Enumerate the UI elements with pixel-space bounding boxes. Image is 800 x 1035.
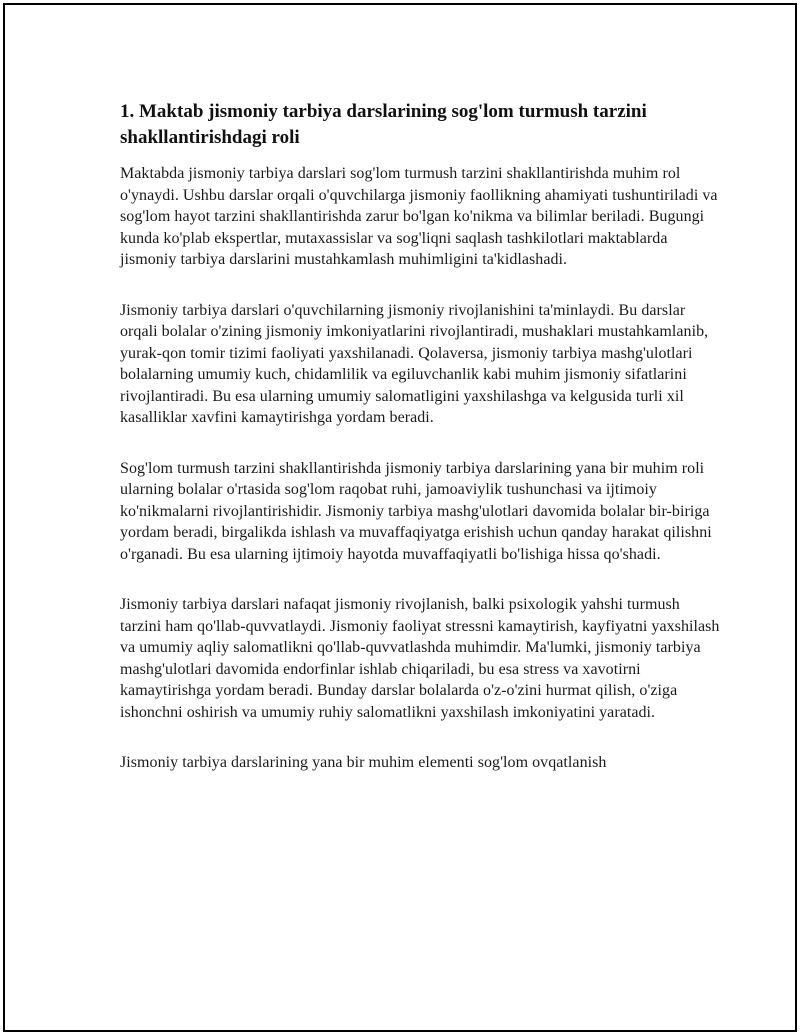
paragraph-2: Jismoniy tarbiya darslari o'quvchilarning jismoniy rivojlanishini ta'minlaydi. Bu darslar orqali bolalar o'zining jismoniy imkoniyatlarini rivojlantiradi, mushaklari mustahkamlanib, yurak-qon tomir tizimi faoliyati yaxshilanadi. Qolaversa, jismoniy tarbiya mashg'ulotlari bolalarning umumiy kuch, chidamlilik va egiluvchanlik kabi muhim jismoniy sifatlarini rivojlantiradi. Bu esa ularning umumiy salomatligini yaxshilashga va kelgusida turli xil kasalliklar xavfini kamaytirishga yordam beradi.: [120, 301, 709, 426]
paragraph-4: Jismoniy tarbiya darslari nafaqat jismoniy rivojlanish, balki psixologik yahshi turmush tarzini ham qo'llab-quvvatlaydi. Jismoniy faoliyat stressni kamaytirish, kayfiyatni yaxshilash va umumiy aqliy salomatlikni qo'llab-quvvatlashda muhimdir. Ma'lumki, jismoniy tarbiya mashg'ulotlari davomida endorfinlar ishlab chiqariladi, bu esa stress va xavotirni kamaytirishga yordam beradi. Bunday darslar bolalarda o'z-o'zini hurmat qilish, o'ziga ishonchni oshirish va umumiy ruhiy salomatlikni yaxshilash imkoniyatini yaratadi.: [120, 596, 720, 721]
paragraph-3: Sog'lom turmush tarzini shakllantirishda jismoniy tarbiya darslarining yana bir muhim roli ularning bolalar o'rtasida sog'lom raqobat ruhi, jamoaviylik tushunchasi va ijtimoiy ko'nikmalarni rivojlantirishidir. Jismoniy tarbiya mashg'ulotlari davomida bolalar bir-biriga yordam beradi, birgalikda ishlash va muvaffaqiyatga erishish uchun qanday harakat qilishni o'rganadi. Bu esa ularning ijtimoiy hayotda muvaffaqiyatli bo'lishiga hissa qo'shadi.: [120, 459, 712, 563]
section-heading: 1. Maktab jismoniy tarbiya darslarining sog'lom turmush tarzini shakllantirishdagi roli: [120, 101, 647, 148]
document-page: [3, 3, 797, 1032]
paragraph-1: Maktabda jismoniy tarbiya darslari sog'lom turmush tarzini shakllantirishda muhim rol o'ynaydi. Ushbu darslar orqali o'quvchilarga jismoniy faollikning ahamiyati tushuntiriladi va sog'lom hayot tarzini shakllantirishda zarur bo'lgan ko'nikma va bilimlar beriladi. Bugungi kunda ko'plab ekspertlar, mutaxassislar va sog'liqni saqlash tashkilotlari maktablarda jismoniy tarbiya darslarini mustahkamlash muhimligini ta'kidlashadi.: [120, 165, 718, 268]
paragraph-5: Jismoniy tarbiya darslarining yana bir muhim elementi sog'lom ovqatlanish: [120, 754, 607, 771]
document-content: [120, 99, 720, 803]
